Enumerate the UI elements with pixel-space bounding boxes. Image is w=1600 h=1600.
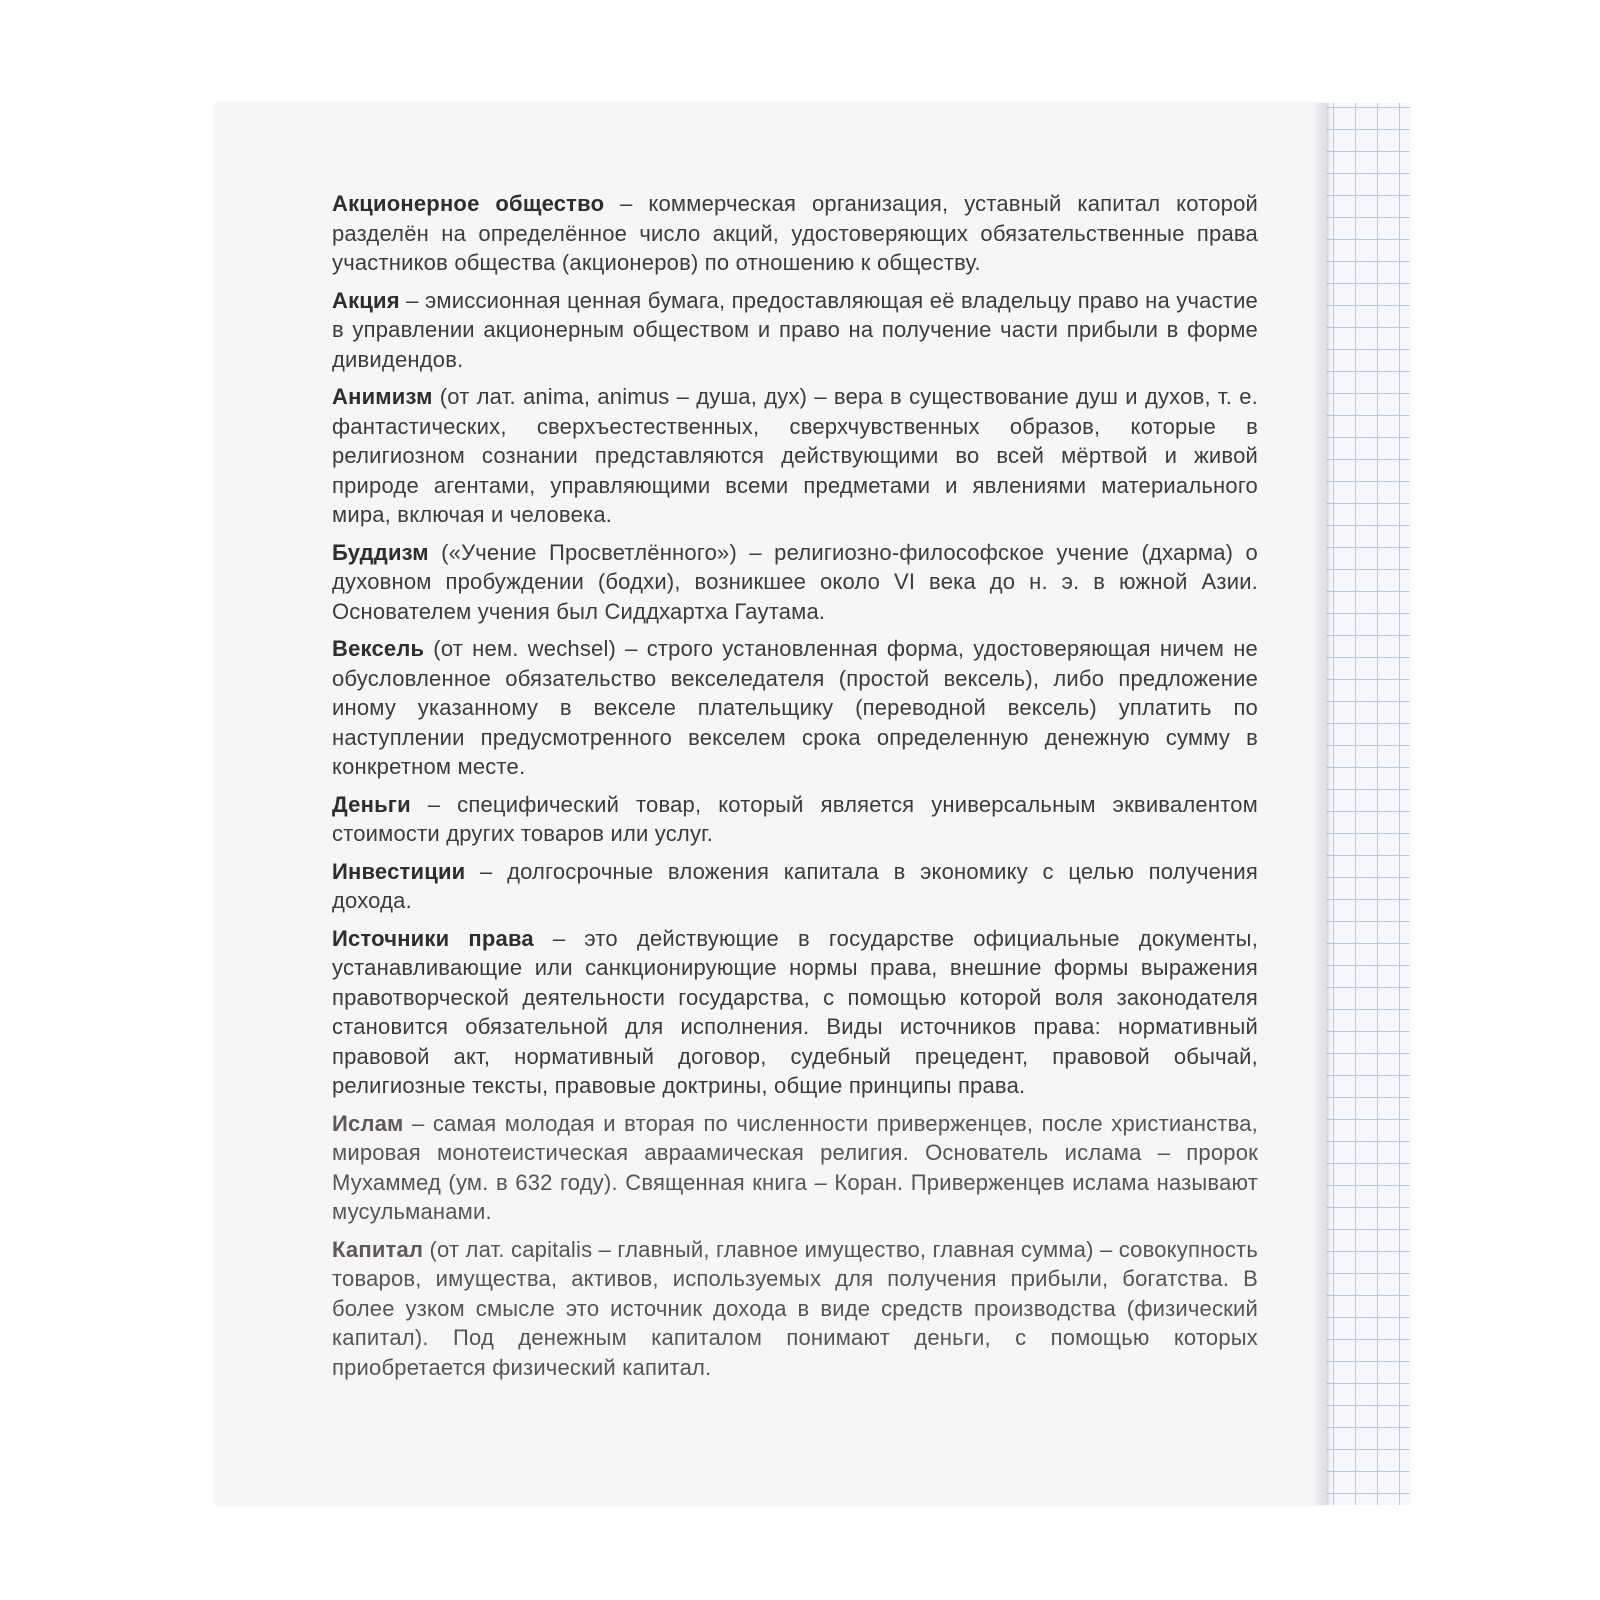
glossary-definition: – специфический товар, который является универсальным эквивалентом стоимости других товаров или услуг. [332,791,1258,846]
glossary-entry [332,382,1258,530]
page-edge-shadow [1314,103,1332,1505]
glossary-definition: – коммерческая организация, уставный капитал которой разделён на определённое число акций, удостоверяющих обязательственные права участников общества (акционеров) по отношению к обществу. [332,191,1259,275]
glossary-term: Ислам [332,1110,404,1136]
glossary-entry [332,538,1258,627]
glossary-term: Буддизм [332,539,429,565]
glossary-definition: – это действующие в государстве официальные документы, устанавливающие или санкционирующие нормы права, внешние формы выражения правотворческой деятельности государства, с помощью которой воля законодателя становится обязательной для исполнения. Виды источников права: нормативный правовой акт, нормативный договор, судебный прецедент, правовой обычай, религиозные тексты, правовые доктрины, общие принципы права. [332,925,1259,1098]
glossary-entry [332,286,1258,375]
glossary-entry [332,790,1258,849]
notebook [214,103,1410,1505]
glossary-term: Анимизм [332,384,433,409]
glossary-definition: – эмиссионная ценная бумага, предоставляющая её владельцу право на участие в управлении акционерным обществом и право на получение части прибыли в форме дивидендов. [332,287,1258,372]
glossary-term: Инвестиции [332,858,466,884]
glossary-entry [332,1235,1258,1383]
glossary-definition: («Учение Просветлённого») – религиозно-философское учение (дхарма) о духовном пробуждении (бодхи), возникшее около VI века до н. э. в южной Азии. Основателем учения был Сиддхартха Гаутама. [332,539,1258,624]
glossary-entry [332,924,1258,1101]
glossary-entry [332,189,1258,278]
glossary-term: Деньги [332,791,411,817]
glossary [332,189,1258,1390]
glossary-term: Вексель [332,636,425,661]
glossary-term: Акционерное общество [332,191,605,216]
glossary-term: Акция [332,287,400,313]
glossary-definition: – самая молодая и вторая по численности приверженцев, после христианства, мировая монотеистическая авраамическая религия. Основатель ислама – пророк Мухаммед (ум. в 632 году). Священная книга – Коран. Приверженцев ислама называют мусульманами. [332,1110,1258,1224]
back-cover-page [214,103,1326,1505]
graph-paper-pages [1327,103,1410,1505]
glossary-entry [332,1109,1258,1227]
glossary-definition: (от лат. capitalis – главный, главное имущество, главная сумма) – совокупность товаров, имущества, активов, используемых для получения прибыли, богатства. В более узком смысле это источник дохода в виде средств производства (физический капитал). Под денежным капиталом понимают деньги, с помощью которых приобретается физический капитал. [332,1236,1258,1380]
glossary-definition: – долгосрочные вложения капитала в экономику с целью получения дохода. [332,858,1258,913]
glossary-definition: (от нем. wechsel) – строго установленная форма, удостоверяющая ничем не обусловленное обязательство векселедателя (простой вексель), либо предложение иному указанному в векселе плательщику (переводной вексель) уплатить по наступлении предусмотренного векселем срока определенную денежную сумму в конкретном месте. [332,636,1258,779]
glossary-definition: (от лат. anima, animus – душа, дух) – вера в существование душ и духов, т. е. фантастических, сверхъестественных, сверхчувственных образов, которые в религиозном сознании представляются действующими во всей мёртвой и живой природе агентами, управляющими всеми предметами и явлениями материального мира, включая и человека. [332,384,1258,527]
glossary-term: Капитал [332,1236,424,1262]
glossary-entry [332,634,1258,782]
glossary-term: Источники права [332,925,534,951]
glossary-entry [332,857,1258,916]
